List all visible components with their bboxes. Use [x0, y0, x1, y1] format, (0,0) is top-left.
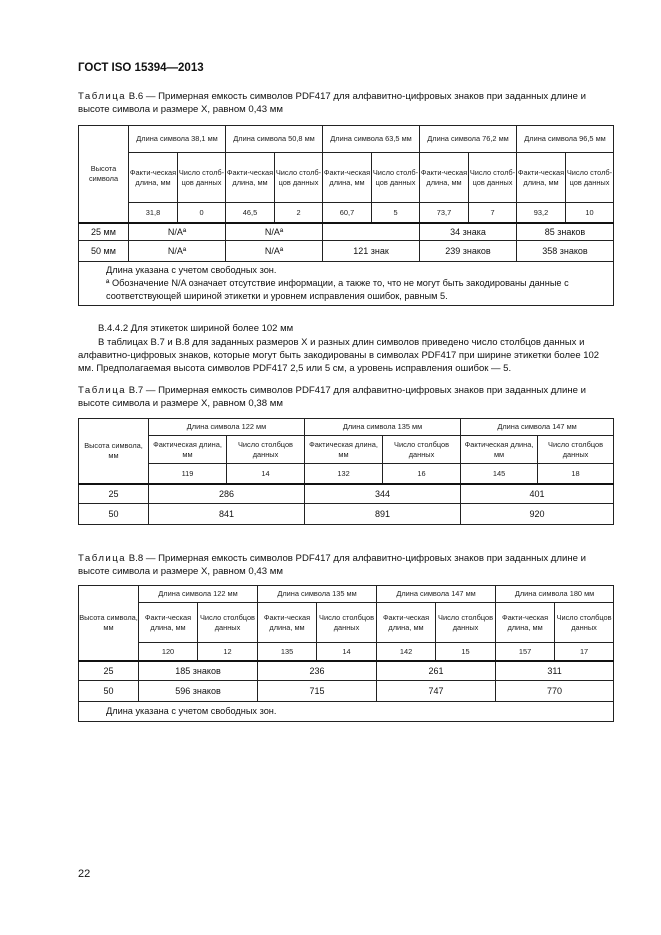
cell: 236	[258, 661, 377, 681]
caption-label: Таблица	[78, 91, 127, 102]
caption-text: В.6 — Примерная емкость символов PDF417 для алфавитно-цифровых знаков при заданных длине и высоте символа и размере X, равном 0,43 мм	[78, 91, 587, 115]
sub-header-columns: Число столб-цов данных	[178, 153, 226, 203]
sub-header-length: Факти-ческая длина, мм	[139, 603, 198, 643]
col-group: Длина символа 38,1 мм	[129, 126, 226, 153]
cell: 596 знаков	[139, 681, 258, 702]
table-b8	[78, 585, 614, 722]
table-b8-caption	[78, 552, 618, 578]
sub-header-length: Факти-ческая длина, мм	[496, 603, 555, 643]
sub-value: 17	[555, 643, 614, 661]
cell: N/Aª	[226, 241, 323, 262]
cell: 34 знака	[420, 223, 517, 241]
sub-value: 5	[372, 203, 420, 223]
sub-value: 119	[149, 464, 227, 484]
sub-header-columns: Число столбцов данных	[555, 603, 614, 643]
sub-value: 145	[461, 464, 538, 484]
table-note: Длина указана с учетом свободных зон.	[79, 702, 614, 722]
sub-value: 46,5	[226, 203, 275, 223]
col-group: Длина символа 147 мм	[461, 419, 614, 436]
sub-value: 16	[383, 464, 461, 484]
sub-value: 142	[377, 643, 436, 661]
cell: 261	[377, 661, 496, 681]
cell: 891	[305, 504, 461, 525]
sub-value: 10	[566, 203, 614, 223]
sub-value: 2	[275, 203, 323, 223]
cell: 311	[496, 661, 614, 681]
sub-value: 135	[258, 643, 317, 661]
sub-value: 73,7	[420, 203, 469, 223]
sub-value: 18	[538, 464, 614, 484]
sub-header-columns: Число столбцов данных	[436, 603, 496, 643]
section-title: В.4.4.2 Для этикеток шириной более 102 мм	[98, 323, 294, 334]
note-footnote	[85, 277, 607, 303]
col-group: Длина символа 122 мм	[149, 419, 305, 436]
sub-value: 14	[227, 464, 305, 484]
cell: 344	[305, 484, 461, 504]
sub-value: 60,7	[323, 203, 372, 223]
sub-header-columns: Число столбцов данных	[317, 603, 377, 643]
section-paragraph: В таблицах В.7 и В.8 для заданных размеров X и разных длин символов приведено число столбцов данных и алфавитно-цифровых знаков, которые могут быть закодированы в символах PDF417 при ширине этикетки более 102 мм. Предполагаемая высота символов PDF417 2,5 или 5 см, а уровень исправления ошибок — 5.	[78, 337, 600, 374]
col-group: Длина символа 147 мм	[377, 586, 496, 603]
sub-value: 0	[178, 203, 226, 223]
col-group: Длина символа 63,5 мм	[323, 126, 420, 153]
sub-header-columns: Число столб-цов данных	[275, 153, 323, 203]
sub-header-length: Факти-ческая длина, мм	[420, 153, 469, 203]
col-group: Длина символа 135 мм	[305, 419, 461, 436]
row-height: 50 мм	[79, 241, 129, 262]
cell: 401	[461, 484, 614, 504]
row-height: 25	[79, 484, 149, 504]
col-group: Длина символа 180 мм	[496, 586, 614, 603]
sub-value: 15	[436, 643, 496, 661]
sub-header-columns: Число столбцов данных	[227, 436, 305, 464]
col-group: Длина символа 135 мм	[258, 586, 377, 603]
document-header: ГОСТ ISO 15394—2013	[78, 62, 204, 74]
table-b7-caption	[78, 384, 618, 410]
cell: 185 знаков	[139, 661, 258, 681]
sub-value: 31,8	[129, 203, 178, 223]
sub-value: 120	[139, 643, 198, 661]
cell: 920	[461, 504, 614, 525]
cell: 121 знак	[323, 241, 420, 262]
sub-value: 157	[496, 643, 555, 661]
row-header: Высота символа, мм	[79, 419, 149, 484]
table-b6-caption	[78, 90, 618, 116]
table-note	[79, 262, 614, 306]
sub-header-length: Факти-ческая длина, мм	[323, 153, 372, 203]
col-group: Длина символа 50,8 мм	[226, 126, 323, 153]
caption-label: Таблица	[78, 385, 127, 396]
sub-header-length: Фактическая длина, мм	[305, 436, 383, 464]
sub-value: 132	[305, 464, 383, 484]
col-group: Длина символа 76,2 мм	[420, 126, 517, 153]
sub-header-length: Факти-ческая длина, мм	[258, 603, 317, 643]
caption-label: Таблица	[78, 553, 127, 564]
sub-header-columns: Число столбцов данных	[383, 436, 461, 464]
cell: 747	[377, 681, 496, 702]
sub-header-length: Факти-ческая длина, мм	[226, 153, 275, 203]
sub-header-length: Фактическая длина, мм	[461, 436, 538, 464]
sub-header-columns: Число столб-цов данных	[372, 153, 420, 203]
col-group: Длина символа 96,5 мм	[517, 126, 614, 153]
sub-header-length: Факти-ческая длина, мм	[517, 153, 566, 203]
footnote-text: ª Обозначение N/A означает отсутствие информации, а также то, что не могут быть закодированы данные с соответствующей шириной этикетки и уровнем исправления ошибок, равным 5.	[106, 278, 569, 301]
cell: N/Aª	[129, 241, 226, 262]
cell: 286	[149, 484, 305, 504]
sub-header-columns: Число столбцов данных	[198, 603, 258, 643]
row-height: 50	[79, 681, 139, 702]
cell: N/Aª	[129, 223, 226, 241]
sub-value: 14	[317, 643, 377, 661]
row-height: 25	[79, 661, 139, 681]
row-height: 50	[79, 504, 149, 525]
note-line: Длина указана с учетом свободных зон.	[106, 265, 277, 275]
cell: 358 знаков	[517, 241, 614, 262]
cell	[323, 223, 420, 241]
row-header: Высота символа	[79, 126, 129, 223]
cell: N/Aª	[226, 223, 323, 241]
row-height: 25 мм	[79, 223, 129, 241]
caption-text: В.7 — Примерная емкость символов PDF417 для алфавитно-цифровых знаков при заданных длине и высоте символа и размере X, равном 0,38 мм	[78, 385, 587, 409]
sub-header-length: Факти-ческая длина, мм	[377, 603, 436, 643]
table-b7	[78, 418, 614, 525]
sub-value: 93,2	[517, 203, 566, 223]
page-number: 22	[78, 868, 91, 880]
col-group: Длина символа 122 мм	[139, 586, 258, 603]
cell: 770	[496, 681, 614, 702]
cell: 239 знаков	[420, 241, 517, 262]
cell: 715	[258, 681, 377, 702]
sub-value: 7	[469, 203, 517, 223]
row-header: Высота символа, мм	[79, 586, 139, 661]
sub-header-columns: Число столб-цов данных	[566, 153, 614, 203]
sub-header-length: Факти-ческая длина, мм	[129, 153, 178, 203]
table-b6	[78, 125, 614, 306]
sub-header-columns: Число столб-цов данных	[469, 153, 517, 203]
cell: 841	[149, 504, 305, 525]
sub-header-columns: Число столбцов данных	[538, 436, 614, 464]
sub-value: 12	[198, 643, 258, 661]
cell: 85 знаков	[517, 223, 614, 241]
sub-header-length: Фактическая длина, мм	[149, 436, 227, 464]
caption-text: В.8 — Примерная емкость символов PDF417 для алфавитно-цифровых знаков при заданных длине и высоте символа и размере X, равном 0,43 мм	[78, 553, 587, 577]
